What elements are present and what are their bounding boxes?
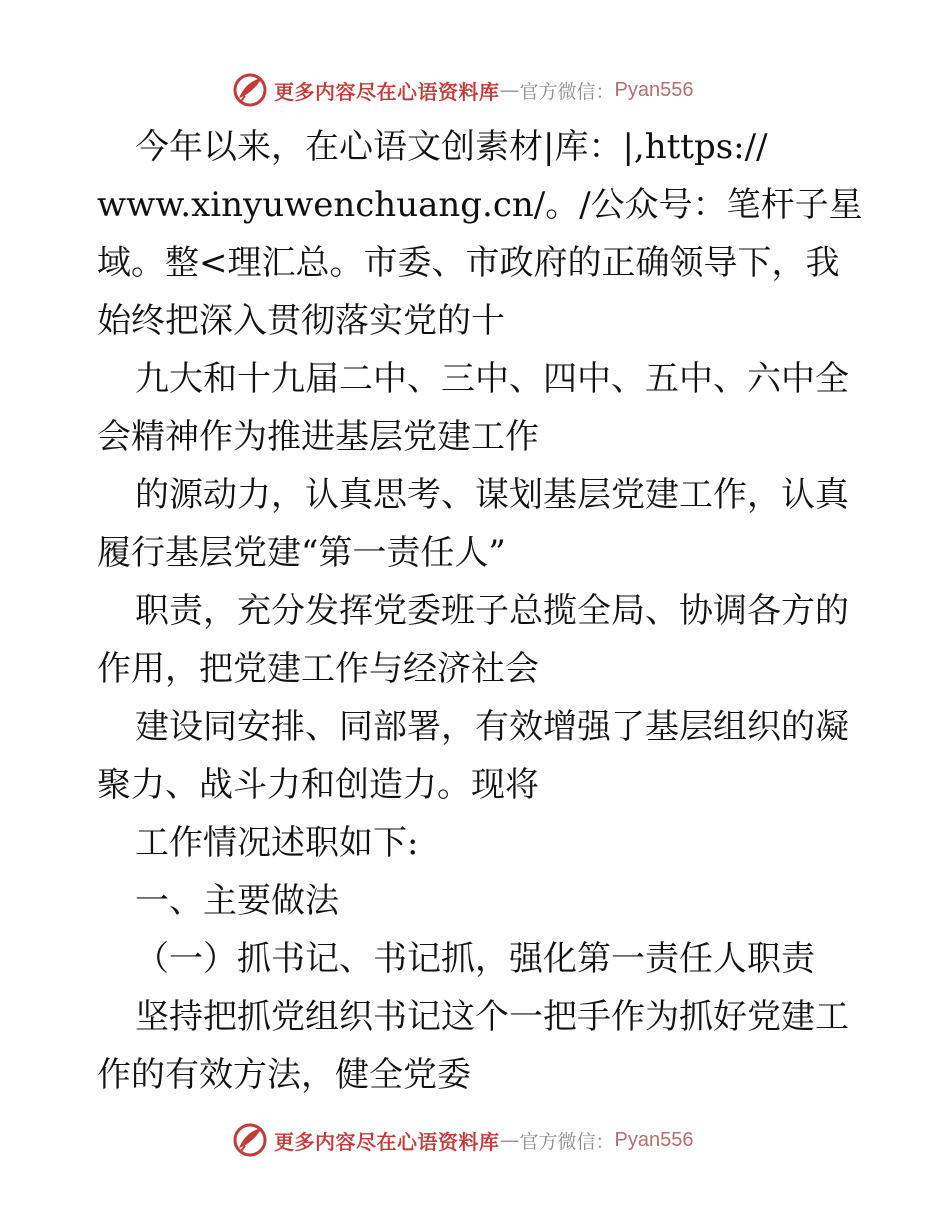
body-line: 会精神作为推进基层党建工作 <box>97 417 539 457</box>
pen-logo-icon <box>232 72 268 108</box>
banner-wechat-id: Pyan556 <box>614 78 694 101</box>
body-line: 聚力、战斗力和创造力。现将 <box>97 765 539 805</box>
body-line: 作用，把党建工作与经济社会 <box>97 649 539 689</box>
section-heading: 一、主要做法 <box>135 881 339 921</box>
banner-wechat-label: 官方微信： <box>519 80 615 103</box>
header-banner <box>232 70 693 110</box>
banner-dash: — <box>499 78 520 102</box>
subsection-heading: （一）抓书记、书记抓，强化第一责任人职责 <box>135 939 815 979</box>
body-line: 坚持把抓党组织书记这个一把手作为抓好党建工 <box>135 997 849 1037</box>
body-line: 建设同安排、同部署，有效增强了基层组织的凝 <box>135 707 849 747</box>
body-line: 域。整<理汇总。市委、市政府的正确领导下，我 <box>97 243 840 283</box>
body-line: www.xinyuwenchuang.cn/。/公众号：笔杆子星 <box>97 185 863 225</box>
banner-brand-text: 更多内容尽在心语资料库 <box>274 1129 500 1154</box>
banner-brand-text: 更多内容尽在心语资料库 <box>274 79 500 104</box>
body-line: 九大和十九届二中、三中、四中、五中、六中全 <box>135 359 849 399</box>
body-line: 职责，充分发挥党委班子总揽全局、协调各方的 <box>135 591 849 631</box>
body-line: 履行基层党建“第一责任人” <box>97 533 506 573</box>
footer-banner <box>232 1120 693 1160</box>
banner-wechat-label: 官方微信： <box>519 1130 615 1153</box>
banner-wechat-id: Pyan556 <box>614 1128 694 1151</box>
body-line: 始终把深入贯彻落实党的十 <box>97 301 505 341</box>
body-line: 今年以来，在心语文创素材|库：|,https:// <box>135 127 768 167</box>
body-line: 作的有效方法，健全党委 <box>97 1055 471 1095</box>
body-line: 工作情况述职如下: <box>135 823 419 863</box>
body-line: 的源动力，认真思考、谋划基层党建工作，认真 <box>135 475 849 515</box>
pen-logo-icon <box>232 1122 268 1158</box>
banner-dash: — <box>499 1128 520 1152</box>
document-body <box>97 118 877 1104</box>
